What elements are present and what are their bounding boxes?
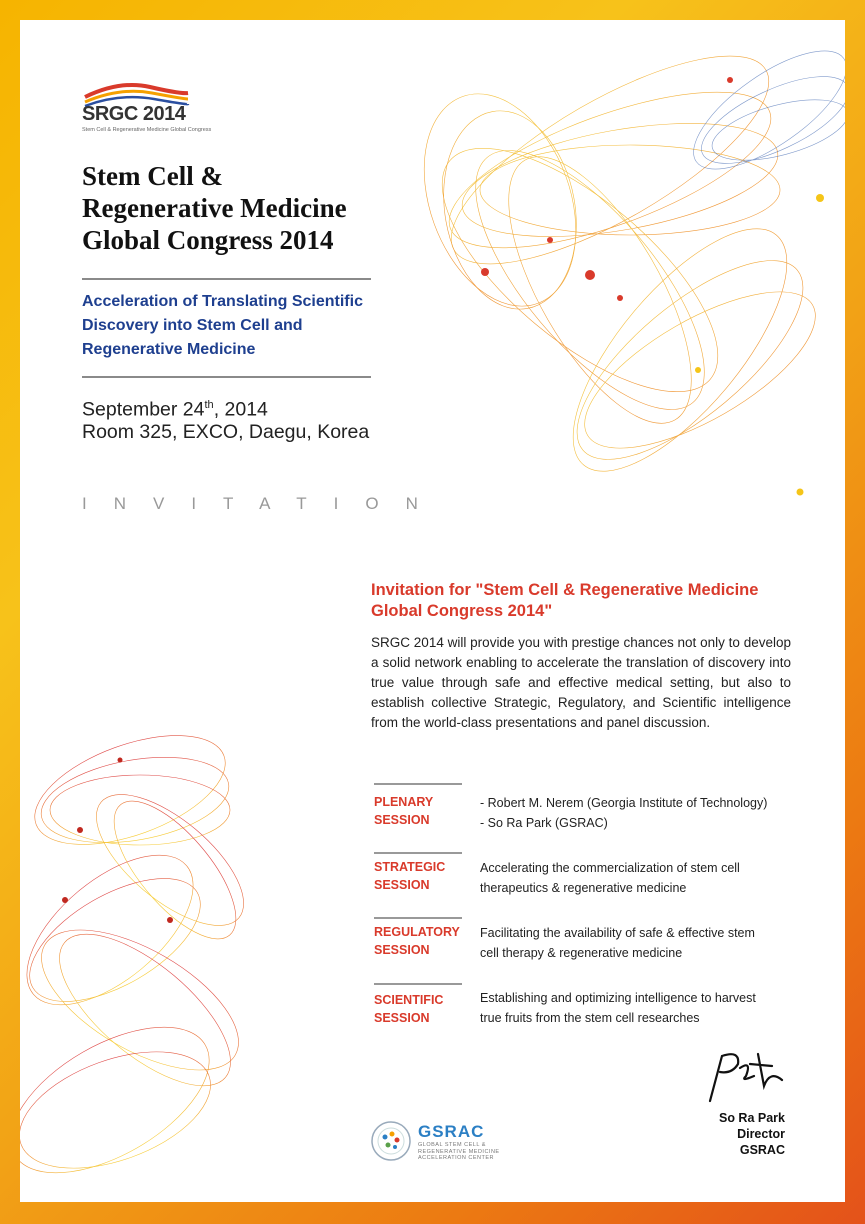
session-divider bbox=[374, 783, 462, 785]
date-prefix: September 24 bbox=[82, 398, 205, 421]
session-description: - Robert M. Nerem (Georgia Institute of Technology) - So Ra Park (GSRAC) bbox=[480, 796, 768, 830]
session-name: SCIENTIFIC SESSION bbox=[374, 993, 444, 1025]
gsrac-logo bbox=[370, 1118, 530, 1166]
gsrac-emblem-icon bbox=[370, 1120, 412, 1162]
session-description: Facilitating the availability of safe & effective stem cell therapy & regenerative medicine bbox=[480, 926, 755, 960]
divider bbox=[82, 376, 371, 378]
session-name: STRATEGIC SESSION bbox=[374, 860, 446, 892]
subtitle: Acceleration of Translating Scientific Discovery into Stem Cell and Regenerative Medicine bbox=[82, 293, 363, 358]
invitation-heading: Invitation for "Stem Cell & Regenerative Medicine Global Congress 2014" bbox=[371, 581, 759, 620]
logo-subtext: Stem Cell & Regenerative Medicine Global Congress bbox=[82, 127, 212, 133]
logo-text: SRGC 2014 bbox=[82, 103, 186, 125]
date-ordinal: th bbox=[204, 399, 214, 411]
session-description: Accelerating the commercialization of stem cell therapeutics & regenerative medicine bbox=[480, 861, 740, 895]
date-suffix: , 2014 bbox=[213, 398, 268, 421]
signer-org: GSRAC bbox=[739, 1143, 785, 1157]
signer-name: So Ra Park bbox=[718, 1111, 785, 1125]
session-description: Establishing and optimizing intelligence to harvest true fruits from the stem cell researches bbox=[480, 991, 756, 1025]
ribbon-artwork-top bbox=[380, 20, 845, 540]
divider bbox=[82, 278, 371, 280]
invitation-label: INVITATION bbox=[82, 494, 445, 513]
invitation-page bbox=[20, 20, 845, 1202]
session-name: REGULATORY SESSION bbox=[374, 925, 460, 957]
gsrac-name: GSRAC bbox=[418, 1122, 485, 1141]
gsrac-full-name: GLOBAL STEM CELL & REGENERATIVE MEDICINE ACCELERATION CENTER bbox=[418, 1142, 500, 1161]
ribbon-artwork-bottom bbox=[20, 700, 270, 1202]
signature-image bbox=[700, 1046, 790, 1106]
session-divider bbox=[374, 983, 462, 985]
session-name: PLENARY SESSION bbox=[374, 795, 434, 827]
page-title: Stem Cell & Regenerative Medicine Global Congress 2014 bbox=[82, 161, 347, 255]
signer-block bbox=[660, 1110, 785, 1158]
invitation-body: SRGC 2014 will provide you with prestige chances not only to develop a solid network enabling to accelerate the translation of discovery into true value through safe and effective medical setting, but also to establish collective Strategic, Regulatory, and Scientific intelligence from the world-class presentations and panel discussion. bbox=[371, 635, 791, 730]
signer-role: Director bbox=[737, 1127, 785, 1141]
event-venue: Room 325, EXCO, Daegu, Korea bbox=[82, 421, 370, 443]
session-divider bbox=[374, 852, 462, 854]
session-divider bbox=[374, 917, 462, 919]
srgc-logo bbox=[80, 75, 210, 155]
